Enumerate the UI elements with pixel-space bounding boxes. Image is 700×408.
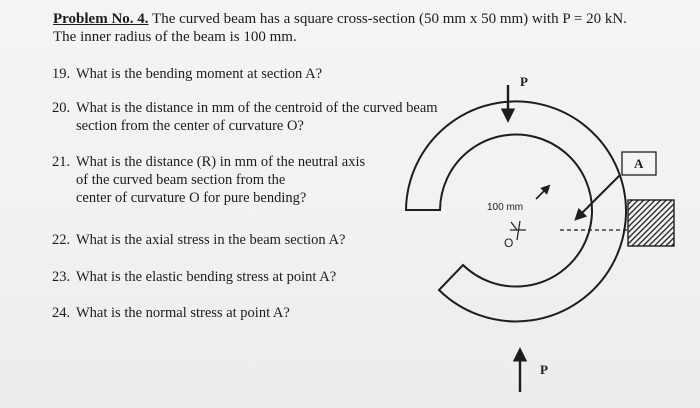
cross-section-square	[628, 200, 674, 246]
question-20-cont: section from the center of curvature O?	[76, 118, 304, 134]
problem-text-1: The curved beam has a square cross-section (50 mm x 50 mm) with P = 20 kN.	[152, 11, 627, 27]
question-text: What is the normal stress at point A?	[76, 305, 290, 321]
radius-arrow	[536, 186, 549, 199]
center-label: O	[504, 236, 514, 250]
problem-label: Problem No. 4.	[53, 11, 149, 27]
question-number: 20.	[52, 100, 71, 116]
radius-label: 100 mm	[487, 202, 524, 213]
question-number: 19.	[52, 66, 71, 82]
question-number: 23.	[52, 269, 71, 285]
load-label-bottom: P	[540, 362, 548, 377]
question-text: What is the axial stress in the beam section A?	[76, 232, 346, 248]
question-21-cont-1: of the curved beam section from the	[76, 172, 286, 188]
question-number: 22.	[52, 232, 71, 248]
load-label-top: P	[520, 74, 528, 89]
question-21-cont-2: center of curvature O for pure bending?	[76, 190, 307, 206]
center-mark-d	[511, 222, 517, 230]
question-text: What is the distance (R) in mm of the neutral axis	[76, 154, 366, 170]
question-text: What is the bending moment at section A?	[76, 66, 323, 82]
question-number: 24.	[52, 305, 71, 321]
problem-text-2: The inner radius of the beam is 100 mm.	[53, 29, 297, 45]
section-a-label: A	[634, 156, 644, 171]
question-text: What is the elastic bending stress at point A?	[76, 269, 337, 285]
question-number: 21.	[52, 154, 71, 170]
question-text: What is the distance in mm of the centroid of the curved beam	[76, 100, 438, 116]
section-a-pointer	[576, 175, 620, 219]
